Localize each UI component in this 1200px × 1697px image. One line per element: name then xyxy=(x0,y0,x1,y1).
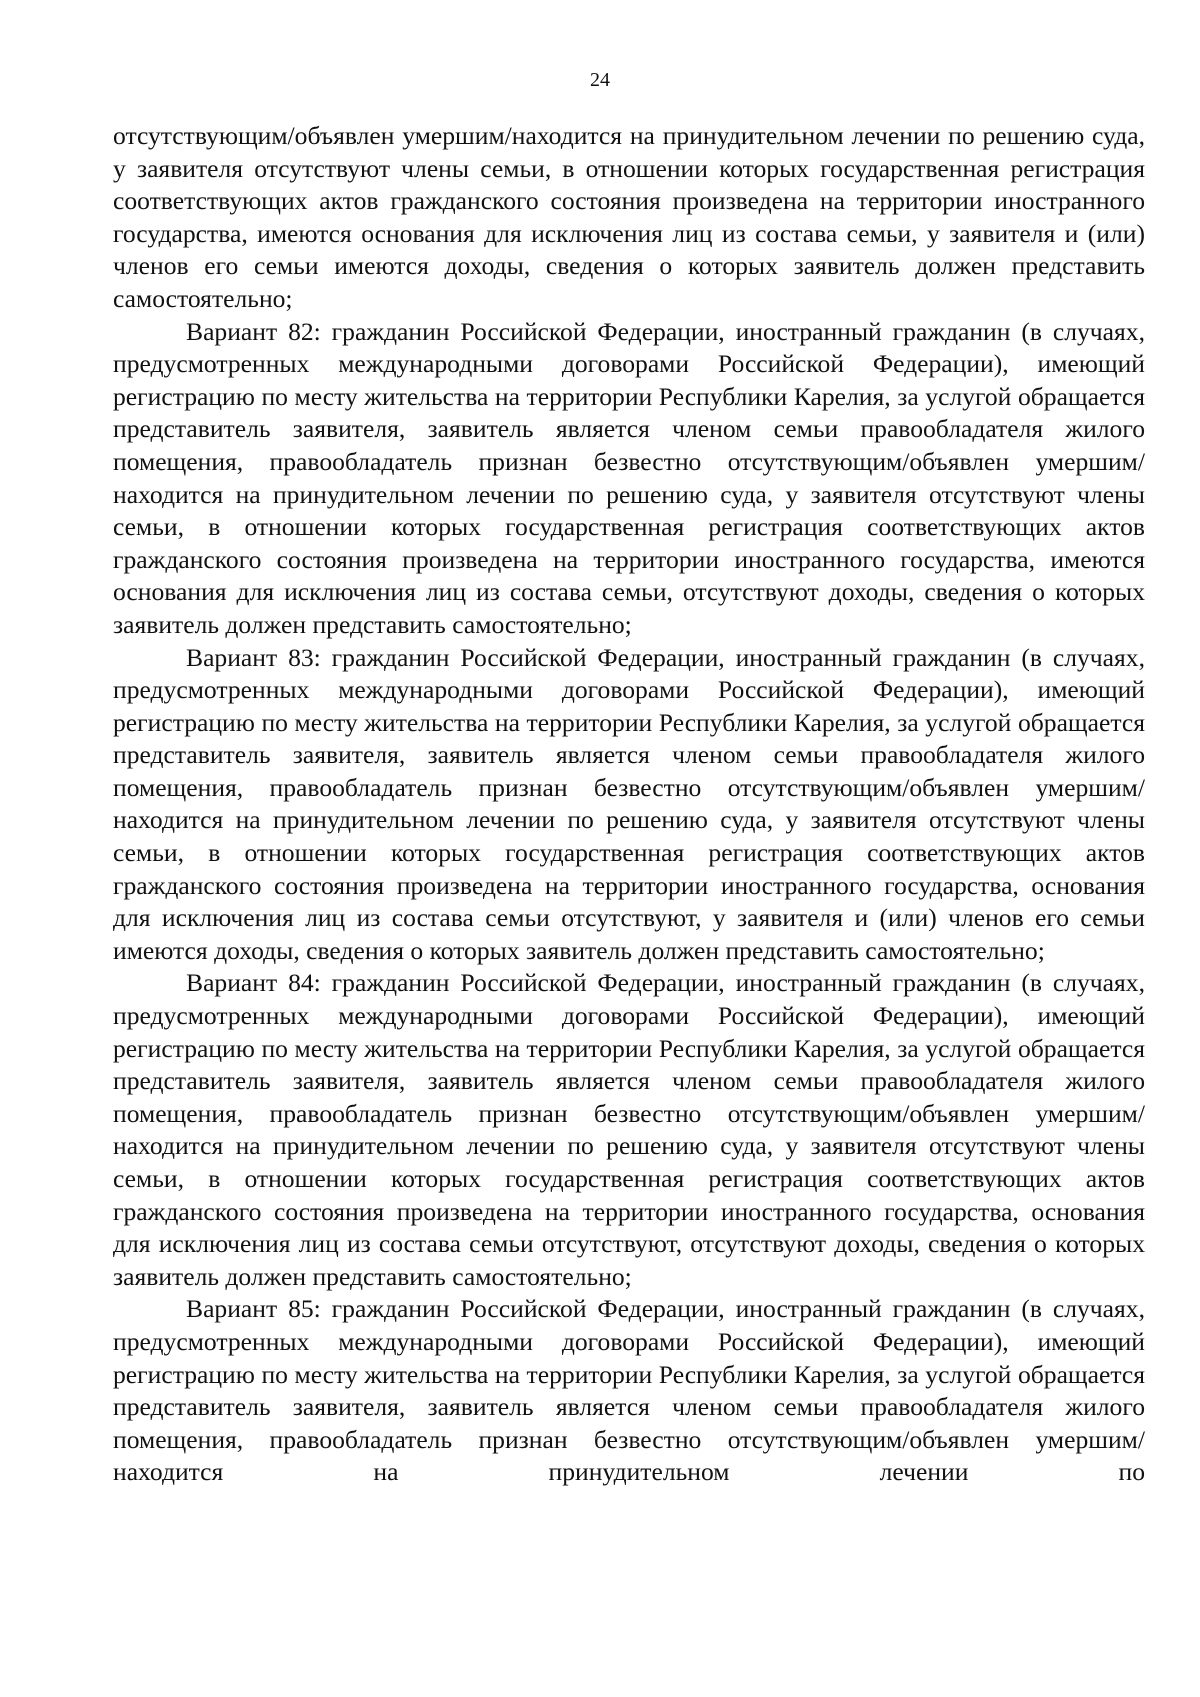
paragraph-variant-85: Вариант 85: гражданин Российской Федерации, иностранный гражданин (в случаях, предусмотренных международными договорами Российской Федерации), имеющий регистрацию по месту жительства на территории Республики Карелия, за услугой обращается представитель заявителя, заявитель является членом семьи правообладателя жилого помещения, правообладатель признан безвестно отсутствующим/объявлен умершим/находится на принудительном лечении по xyxy=(113,1294,1145,1487)
paragraph-variant-82: Вариант 82: гражданин Российской Федерации, иностранный гражданин (в случаях, предусмотренных международными договорами Российской Федерации), имеющий регистрацию по месту жительства на территории Республики Карелия, за услугой обращается представитель заявителя, заявитель является членом семьи правообладателя жилого помещения, правообладатель признан безвестно отсутствующим/объявлен умершим/находится на принудительном лечении по решению суда, у заявителя отсутствуют члены семьи, в отношении которых государственная регистрация соответствующих актов гражданского состояния произведена на территории иностранного государства, имеются основания для исключения лиц из состава семьи, отсутствуют доходы, сведения о которых заявитель должен представить самостоятельно; xyxy=(113,316,1145,639)
paragraph-variant-84: Вариант 84: гражданин Российской Федерации, иностранный гражданин (в случаях, предусмотренных международными договорами Российской Федерации), имеющий регистрацию по месту жительства на территории Республики Карелия, за услугой обращается представитель заявителя, заявитель является членом семьи правообладателя жилого помещения, правообладатель признан безвестно отсутствующим/объявлен умершим/находится на принудительном лечении по решению суда, у заявителя отсутствуют члены семьи, в отношении которых государственная регистрация соответствующих актов гражданского состояния произведена на территории иностранного государства, основания для исключения лиц из состава семьи отсутствуют, отсутствуют доходы, сведения о которых заявитель должен представить самостоятельно; xyxy=(113,968,1145,1291)
document-body xyxy=(113,120,1145,1489)
paragraph-continuation: отсутствующим/объявлен умершим/находится на принудительном лечении по решению суда, у заявителя отсутствуют члены семьи, в отношении которых государственная регистрация соответствующих актов гражданского состояния произведена на территории иностранного государства, имеются основания для исключения лиц из состава семьи, у заявителя и (или) членов его семьи имеются доходы, сведения о которых заявитель должен представить самостоятельно; xyxy=(113,121,1145,313)
paragraph-variant-83: Вариант 83: гражданин Российской Федерации, иностранный гражданин (в случаях, предусмотренных международными договорами Российской Федерации), имеющий регистрацию по месту жительства на территории Республики Карелия, за услугой обращается представитель заявителя, заявитель является членом семьи правообладателя жилого помещения, правообладатель признан безвестно отсутствующим/объявлен умершим/находится на принудительном лечении по решению суда, у заявителя отсутствуют члены семьи, в отношении которых государственная регистрация соответствующих актов гражданского состояния произведена на территории иностранного государства, основания для исключения лиц из состава семьи отсутствуют, у заявителя и (или) членов его семьи имеются доходы, сведения о которых заявитель должен представить самостоятельно; xyxy=(113,642,1145,965)
page-number: 24 xyxy=(590,69,610,91)
